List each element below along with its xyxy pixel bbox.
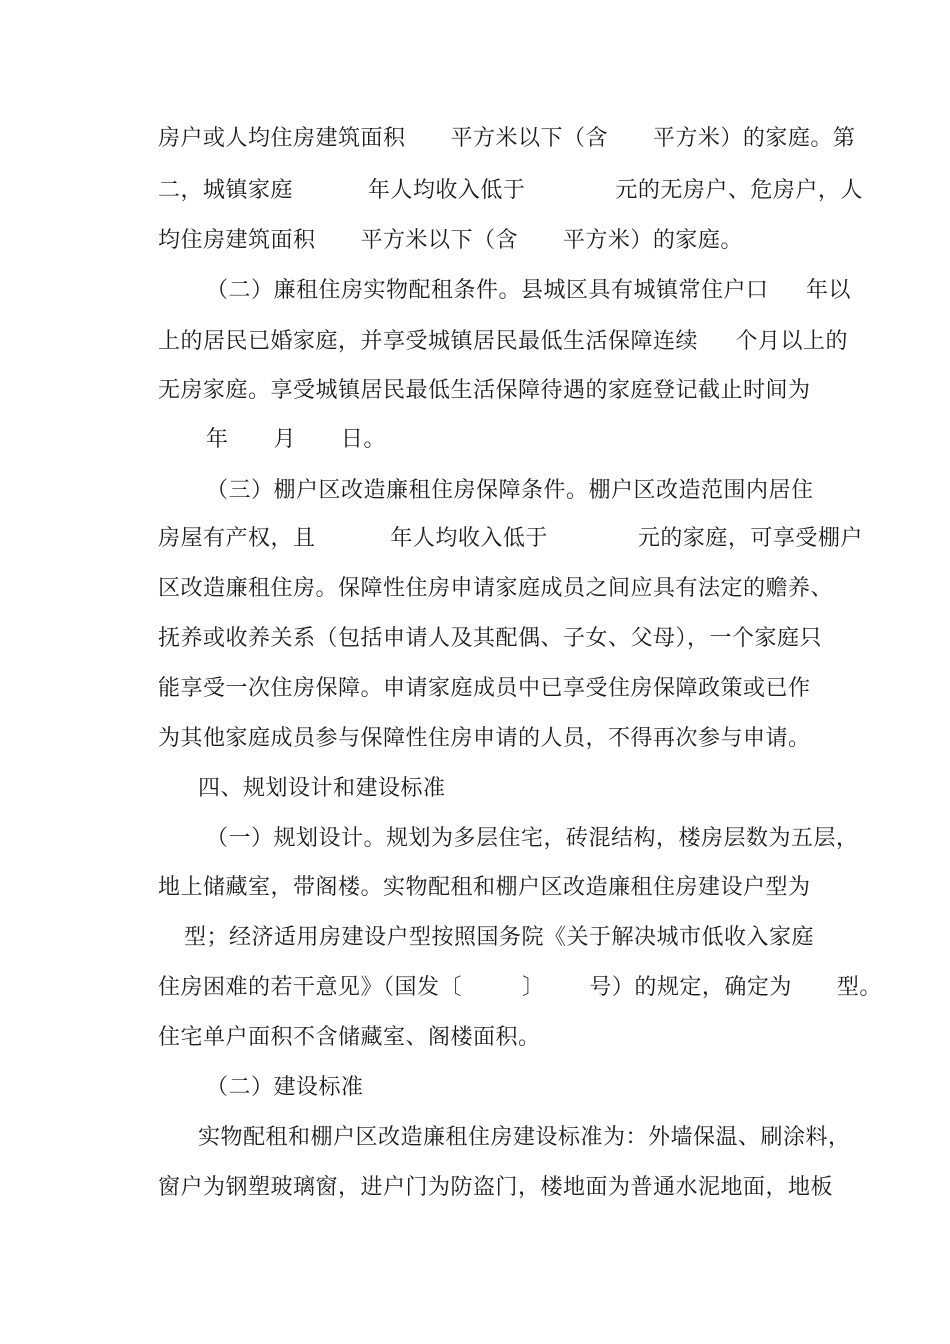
text-line: 区改造廉租住房。保障性住房申请家庭成员之间应具有法定的赡养、 <box>158 576 834 601</box>
text-line: 地上储藏室，带阁楼。实物配租和棚户区改造廉租住房建设户型为 <box>158 875 811 900</box>
text-line: 窗户为钢塑玻璃窗，进户门为防盗门，楼地面为普通水泥地面，地板 <box>158 1175 834 1200</box>
text-line: 抚养或收养关系（包括申请人及其配偶、子女、父母），一个家庭只 <box>158 626 823 651</box>
subsection-heading: （二）建设标准 <box>206 1075 364 1100</box>
text-line: 二，城镇家庭 年人均收入低于 元的无房户、危房户，人 <box>158 178 863 203</box>
text-line: 年 月 日。 <box>206 427 386 452</box>
text-line: 实物配租和棚户区改造廉租住房建设标准为：外墙保温、刷涂料， <box>198 1125 851 1150</box>
text-line: 房屋有产权，且 年人均收入低于 元的家庭，可享受棚户 <box>158 526 863 551</box>
text-line: 住宅单户面积不含储藏室、阁楼面积。 <box>158 1025 541 1050</box>
text-line: 住房困难的若干意见》（国发〔 〕 号）的规定，确定为 型。 <box>158 975 882 1000</box>
text-line: 上的居民已婚家庭，并享受城镇居民最低生活保障连续 个月以上的 <box>158 329 848 354</box>
text-line: 无房家庭。享受城镇居民最低生活保障待遇的家庭登记截止时间为 <box>158 378 811 403</box>
text-line: （二）廉租住房实物配租条件。县城区具有城镇常住户口 年以 <box>206 278 851 303</box>
text-line: 为其他家庭成员参与保障性住房申请的人员，不得再次参与申请。 <box>158 726 811 751</box>
text-line: 型；经济适用房建设户型按照国务院《关于解决城市低收入家庭 <box>184 925 815 950</box>
text-line: （三）棚户区改造廉租住房保障条件。棚户区改造范围内居住 <box>206 478 814 503</box>
section-heading: 四、规划设计和建设标准 <box>198 776 446 801</box>
text-line: 房户或人均住房建筑面积 平方米以下（含 平方米）的家庭。第 <box>158 126 856 151</box>
text-line: 能享受一次住房保障。申请家庭成员中已享受住房保障政策或已作 <box>158 676 811 701</box>
text-line: （一）规划设计。规划为多层住宅，砖混结构，楼房层数为五层， <box>206 826 859 851</box>
text-line: 均住房建筑面积 平方米以下（含 平方米）的家庭。 <box>158 228 743 253</box>
